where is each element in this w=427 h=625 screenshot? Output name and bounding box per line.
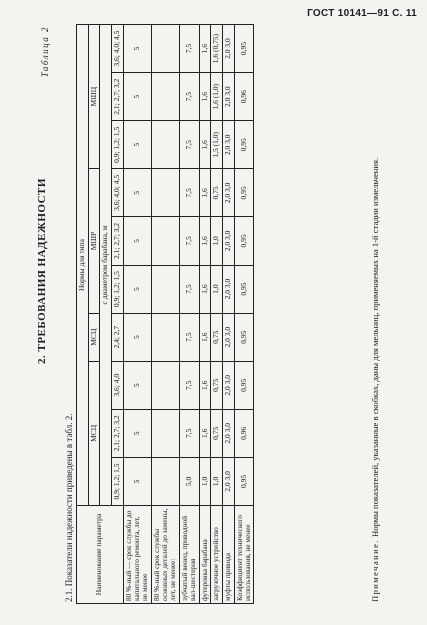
- value-cell: 2,0 3,0: [222, 265, 234, 313]
- value-cell: 5: [123, 121, 151, 169]
- value-cell: 0,95: [234, 25, 254, 73]
- value-cell: 5: [123, 457, 151, 505]
- table-row: [234, 25, 254, 604]
- value-cell: 7,5: [179, 169, 199, 217]
- value-cell: [151, 361, 179, 409]
- value-cell: 2,0 3,0: [222, 169, 234, 217]
- value-cell: 1,6: [199, 73, 211, 121]
- diameter-cell: 3,6; 4,0; 4,5: [111, 25, 123, 73]
- row-label: 80 %-ный срок службы основных деталей до замены, лет, не менее:: [151, 506, 179, 604]
- value-cell: 1,0: [211, 265, 223, 313]
- value-cell: 1,5 (1,0): [211, 121, 223, 169]
- diameter-cell: 2,4; 2,7: [111, 313, 123, 361]
- value-cell: 0,95: [234, 457, 254, 505]
- value-cell: 1,6: [199, 409, 211, 457]
- diameter-cell: 0,9; 1,2; 1,5: [111, 457, 123, 505]
- value-cell: 1,6: [199, 361, 211, 409]
- value-cell: 7,5: [179, 313, 199, 361]
- value-cell: 0,75: [211, 313, 223, 361]
- value-cell: 0,95: [234, 313, 254, 361]
- value-cell: 0,95: [234, 217, 254, 265]
- section-title: 2. ТРЕБОВАНИЯ НАДЕЖНОСТИ: [36, 178, 48, 364]
- value-cell: 0,95: [234, 121, 254, 169]
- value-cell: 5: [123, 313, 151, 361]
- table-label: Таблица 2: [40, 26, 50, 78]
- value-cell: [151, 217, 179, 265]
- type-header: МСЦ: [88, 313, 100, 361]
- diameter-cell: 3,6; 4,0; 4,5: [111, 169, 123, 217]
- value-cell: 1,0: [211, 457, 223, 505]
- row-label: Коэффициент технического использования, не менее: [234, 506, 254, 604]
- type-header: МСЦ: [88, 361, 100, 505]
- drum-diameter-header: с диаметром барабана, м: [100, 25, 112, 506]
- value-cell: 5: [123, 25, 151, 73]
- value-cell: 0,75: [211, 361, 223, 409]
- value-cell: 1,6: [199, 313, 211, 361]
- value-cell: 7,5: [179, 121, 199, 169]
- value-cell: 1,6: [199, 169, 211, 217]
- row-label: загрузочное устройство: [211, 506, 223, 604]
- intro-text: 2.1. Показатели надежности приведены в табл. 2.: [64, 413, 74, 602]
- value-cell: 7,5: [179, 25, 199, 73]
- page-header: ГОСТ 10141—91 С. 11: [307, 8, 417, 19]
- value-cell: 0,75: [211, 169, 223, 217]
- value-cell: 1,0: [211, 217, 223, 265]
- norms-header: Нормы для типа: [77, 25, 89, 506]
- value-cell: [151, 121, 179, 169]
- diameter-cell: 2,1; 2,7; 3,2: [111, 217, 123, 265]
- diameter-cell: 3,6; 4,0: [111, 361, 123, 409]
- table-row: [151, 25, 179, 604]
- value-cell: 0,95: [234, 265, 254, 313]
- row-label: зубчатый венец, приводной вал-шестерня: [179, 506, 199, 604]
- value-cell: [151, 25, 179, 73]
- table-row: [179, 25, 199, 604]
- value-cell: 0,75: [211, 409, 223, 457]
- value-cell: 2,0 3,0: [222, 73, 234, 121]
- value-cell: [151, 265, 179, 313]
- value-cell: 2,0 3,0: [222, 25, 234, 73]
- value-cell: 0,96: [234, 409, 254, 457]
- value-cell: 5: [123, 217, 151, 265]
- value-cell: 1,0: [199, 457, 211, 505]
- value-cell: [151, 73, 179, 121]
- value-cell: [151, 409, 179, 457]
- value-cell: 0,95: [234, 361, 254, 409]
- value-cell: 0,96: [234, 73, 254, 121]
- value-cell: 1,6 (0,75): [211, 25, 223, 73]
- value-cell: 1,6: [199, 217, 211, 265]
- table-note: [370, 27, 382, 602]
- diameter-cell: 2,1; 2,7; 3,2: [111, 73, 123, 121]
- value-cell: 1,6: [199, 121, 211, 169]
- value-cell: 7,5: [179, 73, 199, 121]
- value-cell: [151, 313, 179, 361]
- value-cell: 7,5: [179, 265, 199, 313]
- table-row: [199, 25, 211, 604]
- value-cell: 1,6: [199, 265, 211, 313]
- value-cell: 5: [123, 409, 151, 457]
- value-cell: 5: [123, 169, 151, 217]
- row-label: 80 %-ный — срок службы до капитального ремонта, лет, не менее: [123, 506, 151, 604]
- row-label: футеровка барабана: [199, 506, 211, 604]
- table-row: [211, 25, 223, 604]
- type-header: МШЦ: [88, 25, 100, 169]
- diameter-cell: 0,9; 1,2; 1,5: [111, 121, 123, 169]
- value-cell: 5,0: [179, 457, 199, 505]
- table-row: [123, 25, 151, 604]
- value-cell: 0,95: [234, 169, 254, 217]
- value-cell: 2,0 3,0: [222, 217, 234, 265]
- value-cell: 5: [123, 265, 151, 313]
- value-cell: 2,0 3,0: [222, 121, 234, 169]
- value-cell: 2,0 3,0: [222, 313, 234, 361]
- note-lead: Примечание.: [370, 539, 380, 602]
- value-cell: 1,6 (1,0): [211, 73, 223, 121]
- value-cell: 5: [123, 73, 151, 121]
- param-name-header: Наименование параметра: [77, 506, 124, 604]
- row-label: муфты привода: [222, 506, 234, 604]
- type-header: МШР: [88, 169, 100, 313]
- reliability-table: [76, 24, 254, 604]
- note-text: Нормы показателей, указанные в скобках, даны для мельниц, применяемых на 1-й стадии измельчения.: [370, 157, 380, 537]
- value-cell: 7,5: [179, 409, 199, 457]
- rotated-page-content: [14, 24, 404, 604]
- value-cell: 2,0 3,0: [222, 361, 234, 409]
- value-cell: 7,5: [179, 217, 199, 265]
- table-row: [222, 25, 234, 604]
- value-cell: [151, 169, 179, 217]
- value-cell: 2,0 3,0: [222, 457, 234, 505]
- value-cell: 5: [123, 361, 151, 409]
- diameter-cell: 0,9; 1,2; 1,5: [111, 265, 123, 313]
- diameter-cell: 2,1; 2,7; 3,2: [111, 409, 123, 457]
- value-cell: 1,6: [199, 25, 211, 73]
- value-cell: [151, 457, 179, 505]
- value-cell: 2,0 3,0: [222, 409, 234, 457]
- value-cell: 7,5: [179, 361, 199, 409]
